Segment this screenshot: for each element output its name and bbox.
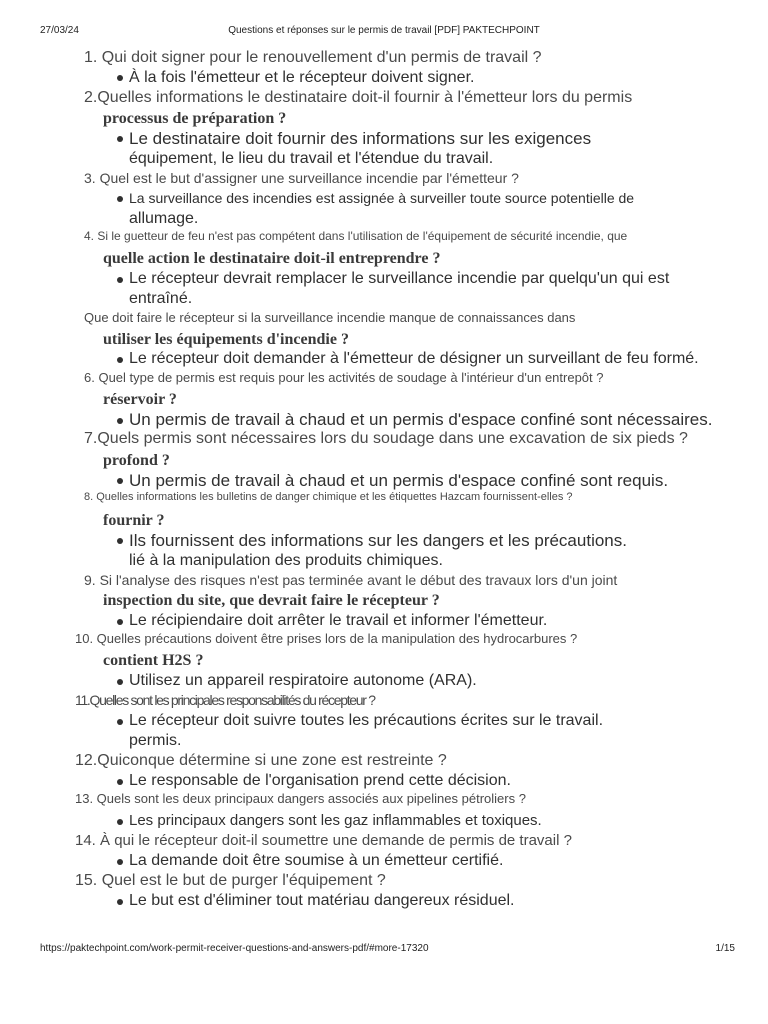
bullet-icon [117, 478, 123, 484]
answer-line: Utilisez un appareil respiratoire autonome (ARA). [129, 672, 477, 689]
question-line: 6. Quel type de permis est requis pour les activités de soudage à l'intérieur d'un entrepôt ? [84, 370, 604, 385]
bullet-icon [117, 538, 123, 544]
answer-line: Ils fournissent des informations sur les dangers et les précautions. [129, 531, 627, 550]
answer-line: allumage. [129, 210, 199, 227]
question-line: 15. Quel est le but de purger l'équipement ? [75, 872, 386, 889]
question-line: 13. Quels sont les deux principaux dangers associés aux pipelines pétroliers ? [75, 791, 526, 806]
page-url: https://paktechpoint.com/work-permit-receiver-questions-and-answers-pdf/#more-17320 [40, 943, 429, 954]
answer-line: Un permis de travail à chaud et un permis d'espace confiné sont nécessaires. [129, 410, 713, 429]
question-line: 3. Quel est le but d'assigner une surveillance incendie par l'émetteur ? [84, 170, 519, 186]
question-line: 7.Quels permis sont nécessaires lors du soudage dans une excavation de six pieds ? [84, 430, 688, 447]
answer-line: Le récipiendaire doit arrêter le travail et informer l'émetteur. [129, 612, 548, 629]
answer-line: Les principaux dangers sont les gaz inflammables et toxiques. [129, 812, 542, 829]
answer-line: Le récepteur doit suivre toutes les précautions écrites sur le travail. [129, 712, 604, 729]
question-line: 8. Quelles informations les bulletins de danger chimique et les étiquettes Hazcam fournissent-elles ? [84, 491, 573, 503]
question-line: 10. Quelles précautions doivent être prises lors de la manipulation des hydrocarbures ? [75, 631, 578, 646]
bullet-icon [117, 819, 123, 825]
answer-line: lié à la manipulation des produits chimiques. [129, 552, 443, 569]
answer-line: Un permis de travail à chaud et un permis d'espace confiné sont requis. [129, 471, 669, 490]
bullet-icon [117, 357, 123, 363]
answer-line: Le destinataire doit fournir des informations sur les exigences [129, 129, 592, 148]
question-line: 9. Si l'analyse des risques n'est pas terminée avant le début des travaux lors d'un joint [84, 572, 618, 588]
bullet-icon [117, 136, 123, 142]
question-line: utiliser les équipements d'incendie ? [103, 331, 349, 348]
bullet-icon [117, 859, 123, 865]
question-line: 14. À qui le récepteur doit-il soumettre une demande de permis de travail ? [75, 832, 572, 849]
question-line: réservoir ? [103, 391, 177, 408]
answer-line: Le but est d'éliminer tout matériau dangereux résiduel. [129, 892, 515, 909]
answer-line: Le récepteur doit demander à l'émetteur de désigner un surveillant de feu formé. [129, 350, 699, 367]
answer-line: La demande doit être soumise à un émetteur certifié. [129, 852, 504, 869]
bullet-icon [117, 779, 123, 785]
bullet-icon [117, 196, 123, 202]
bullet-icon [117, 619, 123, 625]
bullet-icon [117, 418, 123, 424]
question-line: contient H2S ? [103, 652, 204, 669]
question-line: quelle action le destinataire doit-il entreprendre ? [103, 250, 441, 267]
answer-line: Le responsable de l'organisation prend cette décision. [129, 772, 511, 789]
answer-line: À la fois l'émetteur et le récepteur doivent signer. [129, 69, 475, 86]
question-line: inspection du site, que devrait faire le récepteur ? [103, 592, 440, 609]
question-line: profond ? [103, 452, 170, 469]
question-line: 12.Quiconque détermine si une zone est restreinte ? [75, 752, 447, 769]
question-line: Que doit faire le récepteur si la surveillance incendie manque de connaissances dans [84, 310, 576, 325]
question-line: 1. Qui doit signer pour le renouvellement d'un permis de travail ? [84, 49, 542, 66]
answer-line: Le récepteur devrait remplacer le surveillance incendie par quelqu'un qui est [129, 270, 670, 287]
print-date: 27/03/24 [40, 25, 79, 36]
answer-line: permis. [129, 732, 182, 749]
page-number: 1/15 [715, 943, 735, 954]
question-line: processus de préparation ? [103, 110, 287, 127]
question-line: 11.Quelles sont les principales responsabilités du récepteur ? [75, 692, 375, 708]
bullet-icon [117, 679, 123, 685]
bullet-icon [117, 899, 123, 905]
answer-line: entraîné. [129, 290, 193, 307]
print-header-title: Questions et réponses sur le permis de travail [PDF] PAKTECHPOINT [228, 25, 540, 36]
bullet-icon [117, 719, 123, 725]
question-line: 4. Si le guetteur de feu n'est pas compétent dans l'utilisation de l'équipement de sécurité incendie, que [84, 229, 628, 243]
bullet-icon [117, 75, 123, 81]
question-line: 2.Quelles informations le destinataire doit-il fournir à l'émetteur lors du permis [84, 89, 633, 106]
answer-line: équipement, le lieu du travail et l'étendue du travail. [129, 150, 494, 167]
question-line: fournir ? [103, 512, 165, 529]
answer-line: La surveillance des incendies est assignée à surveiller toute source potentielle de [129, 190, 635, 206]
bullet-icon [117, 277, 123, 283]
